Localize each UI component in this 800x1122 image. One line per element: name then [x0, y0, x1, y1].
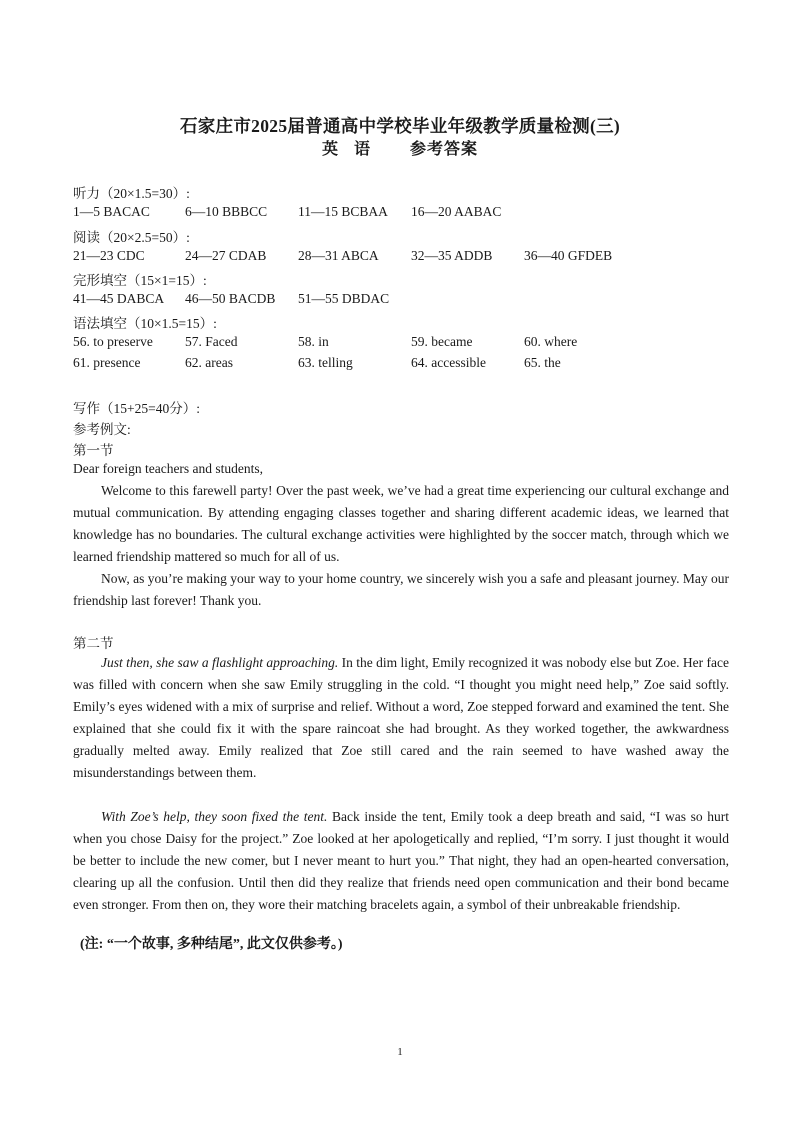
answer-group: 21—23 CDC	[73, 248, 145, 263]
paragraph-text: Back inside the tent, Emily took a deep breath and said, “I was so hurt when you chose Daisy for the project.” Zoe looked at her apologetically and replied, “I’m sorry. I just thought it would be better to include the new comer, but I never meant to hurt you.” That night, they had an open-hearted conversation, clearing up all the confusion. Until then did they realize that friends need open communication and their bond became even stronger. From then on, they wore their matching bracelets again, a symbol of their unbreakable friendship.	[73, 809, 729, 912]
page-number: 1	[397, 1046, 403, 1058]
answer-item: 57. Faced	[185, 334, 238, 349]
subject-label: 英语	[321, 141, 386, 158]
part-one-paragraph-2: Now, as you’re making your way to your home country, we sincerely wish you a safe and pleasant journey. May our friendship last forever! Thank you.	[73, 571, 729, 608]
part-two-paragraph-1	[73, 652, 729, 784]
answer-group: 28—31 ABCA	[298, 248, 379, 263]
given-opening-sentence: Just then, she saw a flashlight approaching.	[101, 655, 339, 670]
part-two-paragraph-2	[73, 806, 729, 916]
part-one-paragraph-1: Welcome to this farewell party! Over the past week, we’ve had a great time experiencing our cultural exchange and mutual communication. By attending engaging classes together and sharing different academic ideas, we learned that knowledge has no boundaries. The cultural exchange activities were highlighted by the soccer match, through which we learned friendship mattered so much for all of us.	[73, 483, 729, 564]
part-two-label: 第二节	[73, 636, 114, 651]
paragraph-text: In the dim light, Emily recognized it was nobody else but Zoe. Her face was filled with concern when she saw Emily struggling in the cold. “I thought you might need help,” Zoe said softly. Emily’s eyes widened with a mix of surprise and relief. Without a word, Zoe stepped forward and examined the tent. She explained that she could fix it with the spare raincoat she had brought. As they worked together, the awkwardness gradually melted away. Emily realized that Zoe still cared and the rain seemed to have washed away the misunderstandings between them.	[73, 655, 729, 780]
sample-essay-label: 参考例文:	[73, 422, 131, 437]
answer-item: 62. areas	[185, 355, 233, 370]
given-opening-sentence: With Zoe’s help, they soon fixed the tent.	[101, 809, 328, 824]
cloze-heading: 完形填空（15×1=15）:	[73, 273, 207, 288]
answer-group: 16—20 AABAC	[411, 204, 502, 219]
answer-key-label: 参考答案	[410, 141, 479, 158]
answer-group: 6—10 BBBCC	[185, 204, 268, 219]
answer-item: 64. accessible	[411, 355, 486, 370]
answer-item: 65. the	[524, 355, 561, 370]
answer-group: 11—15 BCBAA	[298, 204, 388, 219]
part-one-label: 第一节	[73, 443, 114, 458]
answer-group: 36—40 GFDEB	[524, 248, 613, 263]
answer-group: 51—55 DBDAC	[298, 291, 390, 306]
answer-item: 59. became	[411, 334, 473, 349]
answer-item: 63. telling	[298, 355, 353, 370]
answer-group: 24—27 CDAB	[185, 248, 267, 263]
answer-group: 41—45 DABCA	[73, 291, 165, 306]
reading-heading: 阅读（20×2.5=50）:	[73, 230, 190, 245]
answer-group: 46—50 BACDB	[185, 291, 276, 306]
answer-item: 60. where	[524, 334, 578, 349]
answer-item: 58. in	[298, 334, 329, 349]
answer-item: 61. presence	[73, 355, 141, 370]
grammar-heading: 语法填空（10×1.5=15）:	[73, 316, 217, 331]
writing-heading: 写作（15+25=40分）:	[73, 401, 200, 416]
answer-item: 56. to preserve	[73, 334, 153, 349]
page-subtitle	[0, 136, 800, 159]
letter-greeting: Dear foreign teachers and students,	[73, 461, 264, 476]
listening-heading: 听力（20×1.5=30）:	[73, 186, 190, 201]
footnote: (注: “一个故事, 多种结尾”, 此文仅供参考。)	[80, 937, 343, 952]
answer-group: 1—5 BACAC	[73, 204, 150, 219]
answer-group: 32—35 ADDB	[411, 248, 493, 263]
page-title: 石家庄市2025届普通高中学校毕业年级教学质量检测(三)	[179, 116, 621, 136]
